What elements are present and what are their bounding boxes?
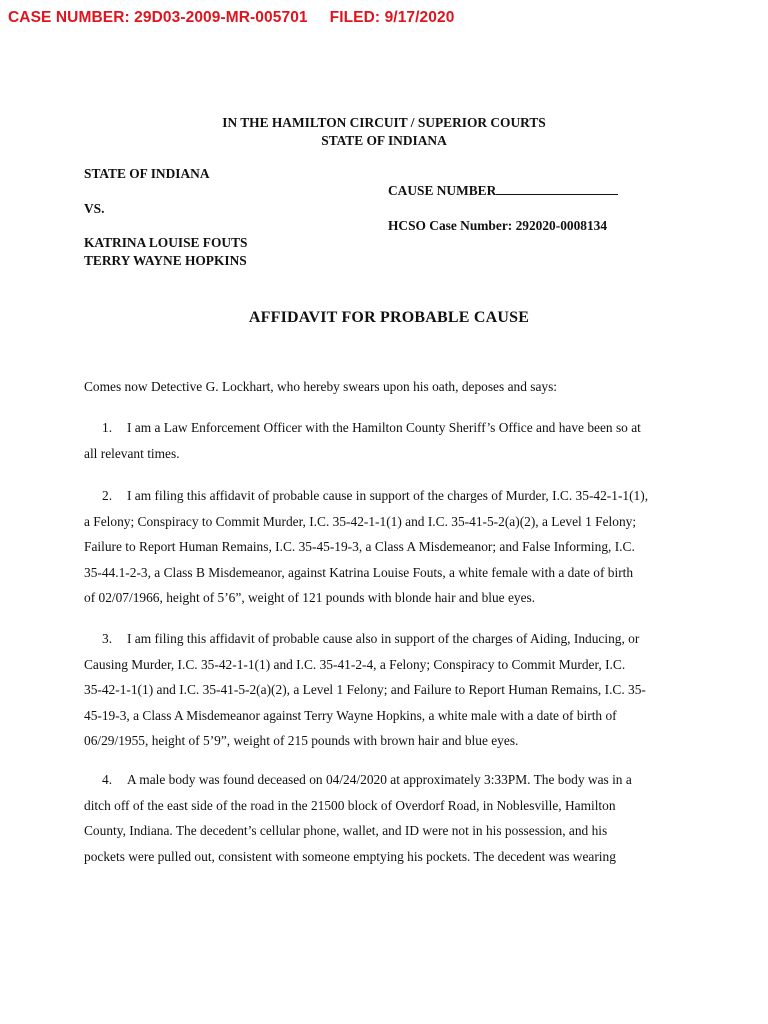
court-heading: [0, 114, 768, 150]
paragraph-number: 1.: [102, 420, 113, 435]
paragraph-number: 4.: [102, 772, 113, 787]
paragraph-number: 2.: [102, 488, 113, 503]
paragraph-line: 35-44.1-2-3, a Class B Misdemeanor, against Katrina Louise Fouts, a white female with a date of birth: [84, 564, 634, 580]
document-title: AFFIDAVIT FOR PROBABLE CAUSE: [248, 309, 530, 326]
cause-number-label: CAUSE NUMBER: [388, 183, 497, 198]
paragraph-line: ditch off of the east side of the road in the 21500 block of Overdorf Road, in Noblesville, Hamilton: [84, 797, 616, 813]
court-name: IN THE HAMILTON CIRCUIT / SUPERIOR COURTS: [222, 115, 546, 130]
paragraph-line: pockets were pulled out, consistent with someone emptying his pockets. The decedent was wearing: [84, 848, 616, 864]
paragraph-number: 3.: [102, 631, 113, 646]
caption-defendant-1: KATRINA LOUISE FOUTS: [84, 235, 248, 250]
paragraph-line: Failure to Report Human Remains, I.C. 35-45-19-3, a Class A Misdemeanor; and False Informing, I.C.: [84, 539, 635, 554]
paragraph-4: [84, 767, 696, 869]
cause-number-field: [388, 182, 618, 200]
court-state: STATE OF INDIANA: [321, 133, 447, 148]
paragraph-line: 35-42-1-1(1) and I.C. 35-41-5-2(a)(2), a Level 1 Felony; and Failure to Report Human Remains, I.C. 35-: [84, 682, 646, 697]
paragraph-line: 06/29/1955, height of 5’9”, weight of 215 pounds with brown hair and blue eyes.: [84, 733, 519, 748]
hcso-case-number: HCSO Case Number: 292020-0008134: [388, 218, 608, 233]
paragraph-1: [84, 415, 696, 466]
paragraph-line: a Felony; Conspiracy to Commit Murder, I.C. 35-42-1-1(1) and I.C. 35-41-5-2(a)(2), a Level 1 Felony;: [84, 513, 637, 529]
caption-plaintiff: STATE OF INDIANA: [84, 166, 210, 181]
paragraph-line: I am a Law Enforcement Officer with the Hamilton County Sheriff’s Office and have been so at: [127, 420, 641, 435]
paragraph-line: I am filing this affidavit of probable cause also in support of the charges of Aiding, Inducing, or: [127, 631, 640, 646]
caption-defendant-2: TERRY WAYNE HOPKINS: [84, 253, 247, 268]
filing-stamp: [8, 9, 454, 27]
paragraph-line: A male body was found deceased on 04/24/2020 at approximately 3:33PM. The body was in a: [127, 772, 632, 787]
paragraph-line: 45-19-3, a Class A Misdemeanor against Terry Wayne Hopkins, a white male with a date of birth of: [84, 707, 617, 723]
paragraph-line: Causing Murder, I.C. 35-42-1-1(1) and I.C. 35-41-2-4, a Felony; Conspiracy to Commit Murder, I.C.: [84, 656, 626, 672]
cause-number-blank: [496, 182, 618, 195]
paragraph-line: all relevant times.: [84, 445, 180, 461]
paragraph-line: County, Indiana. The decedent’s cellular phone, wallet, and ID were not in his possession, and his: [84, 823, 608, 838]
case-number-stamp: CASE NUMBER: 29D03-2009-MR-005701: [8, 9, 308, 26]
filed-date-stamp: FILED: 9/17/2020: [329, 9, 455, 26]
paragraph-2: [84, 483, 696, 611]
paragraph-3: [84, 626, 696, 754]
intro-paragraph: Comes now Detective G. Lockhart, who hereby swears upon his oath, deposes and says:: [84, 379, 558, 394]
paragraph-line: of 02/07/1966, height of 5’6”, weight of 121 pounds with blonde hair and blue eyes.: [84, 590, 536, 605]
paragraph-line: I am filing this affidavit of probable cause in support of the charges of Murder, I.C. 35-42-1-1(1),: [127, 488, 649, 503]
caption-vs: VS.: [84, 201, 105, 216]
